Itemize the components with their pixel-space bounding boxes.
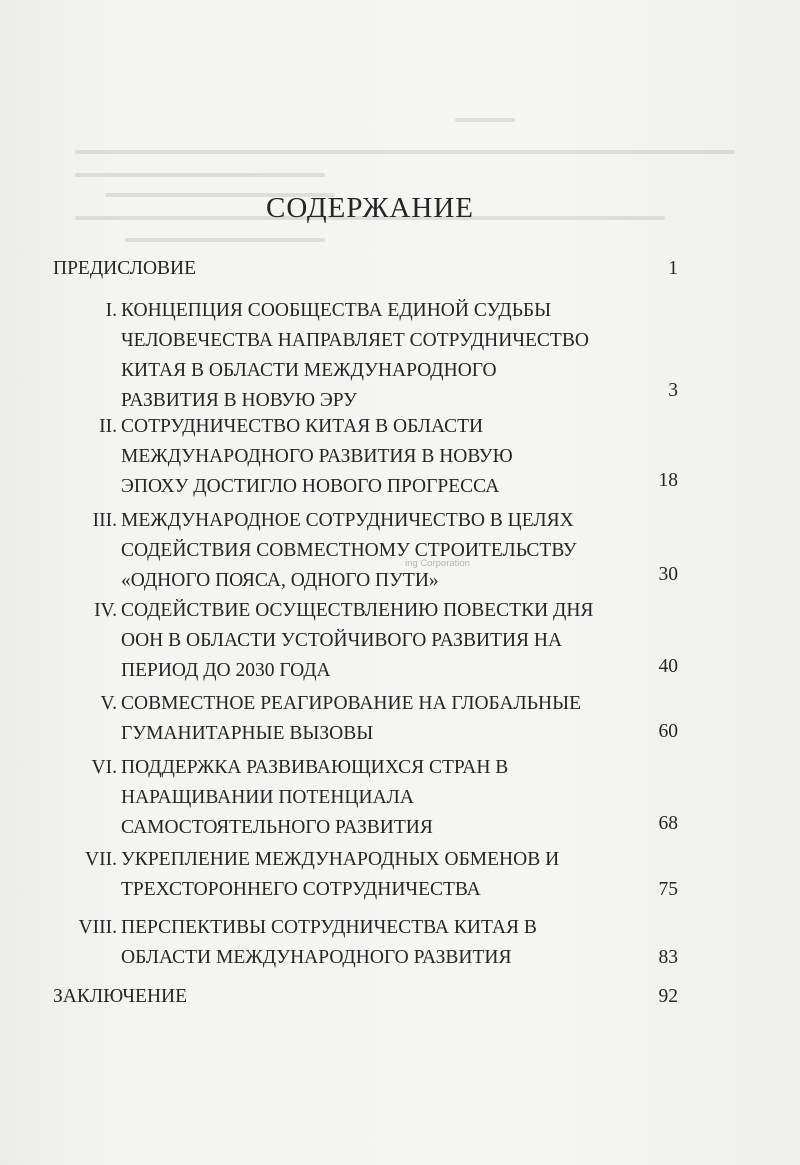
section-title-line: СОВМЕСТНОЕ РЕАГИРОВАНИЕ НА ГЛОБАЛЬНЫЕ: [121, 693, 581, 714]
section-title-line: УКРЕПЛЕНИЕ МЕЖДУНАРОДНЫХ ОБМЕНОВ И: [121, 849, 560, 870]
section-number: I.: [105, 300, 117, 321]
section-title-line: МЕЖДУНАРОДНОЕ СОТРУДНИЧЕСТВО В ЦЕЛЯХ: [121, 510, 574, 531]
section-title-line: ПЕРИОД ДО 2030 ГОДА: [121, 660, 331, 681]
section-title-line: РАЗВИТИЯ В НОВУЮ ЭРУ: [121, 390, 357, 411]
section-number: VIII.: [78, 917, 117, 938]
section-title-line: КОНЦЕПЦИЯ СООБЩЕСТВА ЕДИНОЙ СУДЬБЫ: [121, 300, 552, 321]
section-title-line: МЕЖДУНАРОДНОГО РАЗВИТИЯ В НОВУЮ: [121, 446, 513, 467]
conclusion-page-number: 92: [658, 986, 678, 1007]
section-number: II.: [99, 416, 117, 437]
section-title-line: ЭПОХУ ДОСТИГЛО НОВОГО ПРОГРЕССА: [121, 476, 500, 497]
section-number: VI.: [91, 757, 117, 778]
contents-title: СОДЕРЖАНИЕ: [266, 192, 474, 224]
section-title-line: ГУМАНИТАРНЫЕ ВЫЗОВЫ: [121, 723, 374, 744]
section-title-line: ТРЕХСТОРОННЕГО СОТРУДНИЧЕСТВА: [121, 879, 481, 900]
section-title-line: ООН В ОБЛАСТИ УСТОЙЧИВОГО РАЗВИТИЯ НА: [121, 630, 563, 651]
conclusion-title: ЗАКЛЮЧЕНИЕ: [53, 986, 188, 1007]
preface-page-number: 1: [668, 258, 678, 279]
section-page-number: 75: [658, 879, 678, 900]
section-title-line: СОТРУДНИЧЕСТВО КИТАЯ В ОБЛАСТИ: [121, 416, 484, 437]
section-title-line: ПЕРСПЕКТИВЫ СОТРУДНИЧЕСТВА КИТАЯ В: [121, 917, 537, 938]
toc-entry-preface[interactable]: [53, 254, 196, 284]
preface-title: ПРЕДИСЛОВИЕ: [53, 258, 197, 279]
section-page-number: 18: [658, 470, 678, 491]
section-number: V.: [100, 693, 117, 714]
toc-entry-conclusion[interactable]: [53, 982, 187, 1012]
section-number: III.: [92, 510, 117, 531]
section-title-line: ЧЕЛОВЕЧЕСТВА НАПРАВЛЯЕТ СОТРУДНИЧЕСТВО: [121, 330, 589, 351]
section-page-number: 3: [668, 380, 678, 401]
section-title-line: НАРАЩИВАНИИ ПОТЕНЦИАЛА: [121, 787, 414, 808]
section-title-line: «ОДНОГО ПОЯСА, ОДНОГО ПУТИ»: [121, 570, 439, 591]
section-title-line: ОБЛАСТИ МЕЖДУНАРОДНОГО РАЗВИТИЯ: [121, 947, 512, 968]
section-number: VII.: [85, 849, 117, 870]
section-title-line: САМОСТОЯТЕЛЬНОГО РАЗВИТИЯ: [121, 817, 433, 838]
section-title-line: ПОДДЕРЖКА РАЗВИВАЮЩИХСЯ СТРАН В: [121, 757, 509, 778]
section-title-line: КИТАЯ В ОБЛАСТИ МЕЖДУНАРОДНОГО: [121, 360, 497, 381]
section-title-line: СОДЕЙСТВИЕ ОСУЩЕСТВЛЕНИЮ ПОВЕСТКИ ДНЯ: [121, 600, 594, 621]
watermark-text: ing Corporation: [405, 558, 470, 569]
section-page-number: 68: [658, 813, 678, 834]
section-page-number: 40: [658, 656, 678, 677]
section-title-line: СОДЕЙСТВИЯ СОВМЕСТНОМУ СТРОИТЕЛЬСТВУ: [121, 540, 577, 561]
section-page-number: 60: [658, 721, 678, 742]
section-page-number: 30: [658, 564, 678, 585]
section-number: IV.: [94, 600, 117, 621]
section-page-number: 83: [658, 947, 678, 968]
